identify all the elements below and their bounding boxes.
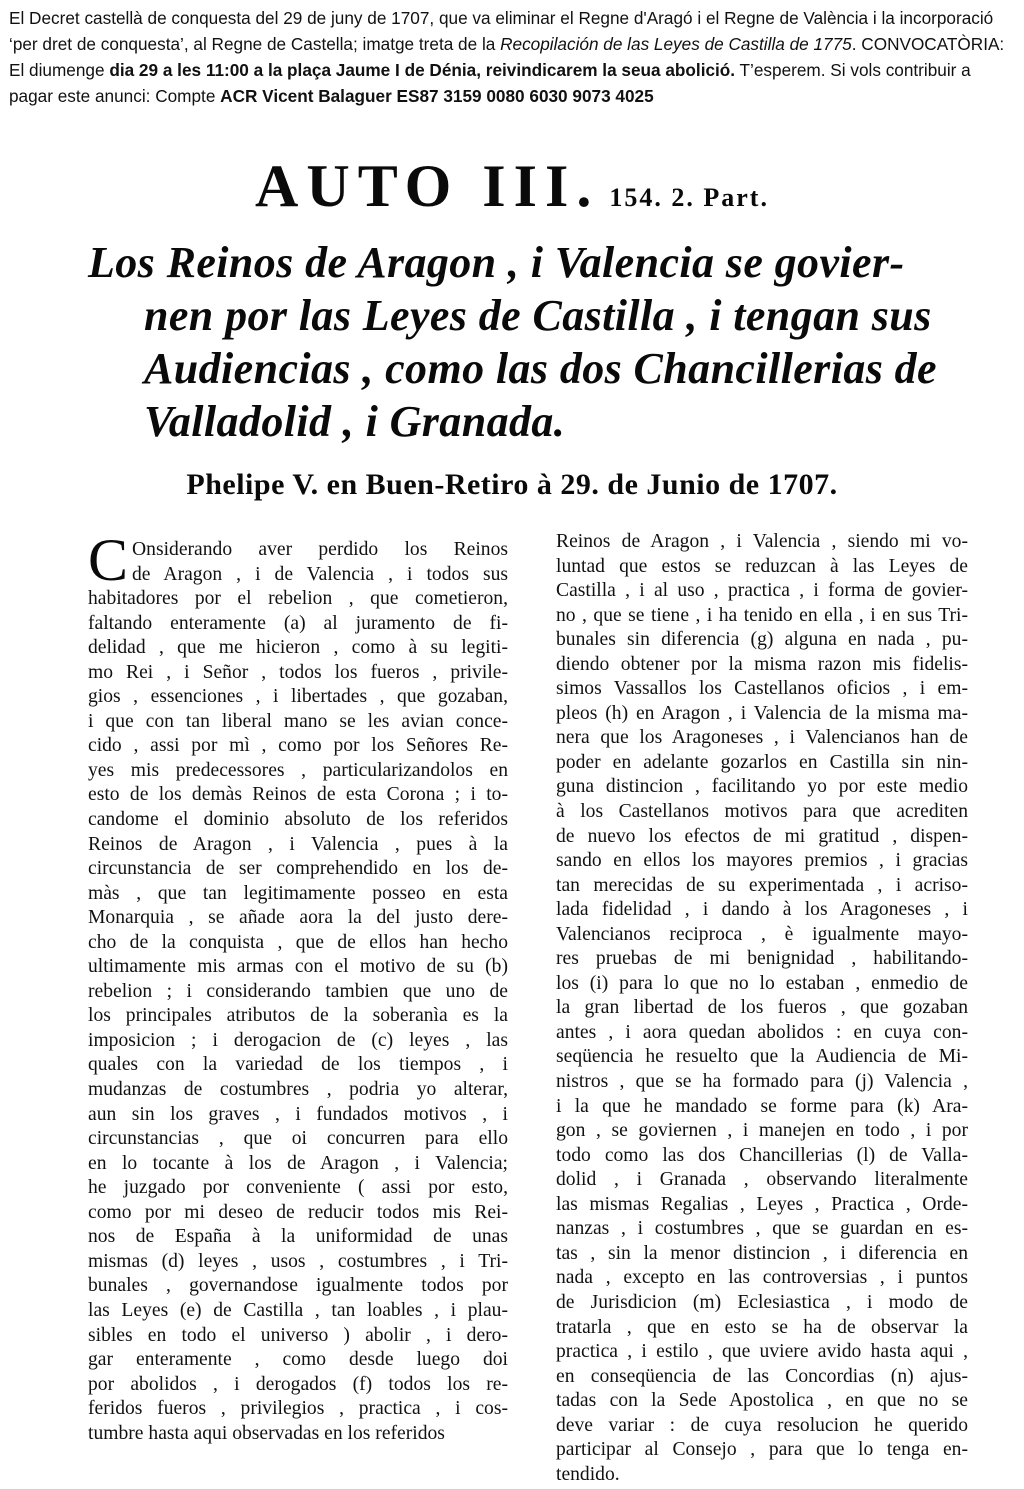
- text-line: sibles en todo el universo ) abolir , i dero-: [88, 1324, 508, 1346]
- title-line: Audiencias , como las dos Chancillerias de: [144, 344, 937, 393]
- text-line: Onsiderando aver perdido los Reinos: [132, 539, 508, 560]
- text-line: bunales , governandose igualmente todos por: [88, 1275, 508, 1297]
- text-line: luntad que estos se reduzcan à las Leyes de: [556, 555, 968, 577]
- text-line: tratarla , que en esto se ha de observar la: [556, 1316, 968, 1338]
- text-line: tendido.: [556, 1463, 620, 1485]
- text-line: tadas con la Sede Apostolica , en que no se: [556, 1390, 968, 1412]
- text-line: en conseqüencia de las Concordias (n) ajus-: [556, 1365, 968, 1387]
- text-line: sando en ellos los mayores premios , i gracias: [556, 850, 968, 872]
- text-line: nera que los Aragoneses , i Valencianos han de: [556, 727, 968, 749]
- auto-reference: 154. 2. Part.: [609, 183, 769, 212]
- text-line: como por mi deseo de reducir todos mis Rei-: [88, 1201, 508, 1223]
- text-line: de Jurisdicion (m) Eclesiastica , i modo de: [556, 1291, 968, 1313]
- left-column-text: [88, 538, 508, 1446]
- text-line: tas , sin la menor distincion , i diferencia en: [556, 1242, 968, 1264]
- text-line: rebelion ; i considerando tambien que uno de: [88, 980, 508, 1002]
- text-line: seqüencia he resuelto que la Audiencia de Mi-: [556, 1046, 968, 1068]
- text-line: guna distincion , facilitando yo por este medio: [556, 776, 968, 798]
- text-line: circunstancia de ser comprehendido en los de-: [88, 858, 508, 880]
- text-line: las Leyes (e) de Castilla , tan loables , i plau-: [88, 1299, 508, 1321]
- text-line: por abolidos , i derogados (f) todos los re-: [88, 1373, 508, 1395]
- text-line: los principales atributos de la soberanìa es la: [88, 1005, 508, 1027]
- text-line: nada , excepto en las controversias , i puntos: [556, 1267, 968, 1289]
- text-line: habitadores por el rebelion , que cometieron,: [88, 588, 508, 610]
- text-line: diendo obtener por la misma razon mis fidelis-: [556, 653, 968, 675]
- text-line: nistros , que se ha formado para (j) Valencia ,: [556, 1071, 968, 1093]
- auto-number: AUTO III.: [255, 153, 600, 219]
- text-line: cho de la conquista , que de ellos han hecho: [88, 931, 508, 953]
- text-line: delidad , que me hicieron , como à su legiti-: [88, 637, 508, 659]
- text-line: Valencianos reciproca , è igualmente mayo-: [556, 923, 968, 945]
- text-line: lada fidelidad , i dando à los Aragoneses , i: [556, 899, 968, 921]
- text-line: la gran libertad de los fueros , que gozaban: [556, 997, 968, 1019]
- text-line: las mismas Regalias , Leyes , Practica , Orde-: [556, 1193, 968, 1215]
- text-line: Reinos de Aragon , i Valencia , siendo mi vo-: [556, 531, 968, 552]
- decree-title: [88, 236, 968, 448]
- text-line: gios , essenciones , i libertades , que gozaban,: [88, 686, 508, 708]
- text-line: feridos fueros , privilegios , practica , i cos-: [88, 1398, 508, 1420]
- title-line: nen por las Leyes de Castilla , i tengan sus: [144, 291, 932, 340]
- notice-bank-account: ACR Vicent Balaguer ES87 3159 0080 6030 9073 4025: [220, 86, 654, 106]
- text-line: gon , se goviernen , i manejen en todo , i por: [556, 1120, 968, 1142]
- text-line: mo Rei , i Señor , todos los fueros , privile-: [88, 661, 508, 683]
- text-line: dolid , i Granada , observando literalmente: [556, 1169, 968, 1191]
- drop-cap: C: [88, 527, 129, 593]
- text-line: tumbre hasta aqui observadas en los referidos: [88, 1422, 445, 1444]
- notice-event-details: dia 29 a les 11:00 a la plaça Jaume I de Dénia, reivindicarem la seua abolició.: [109, 60, 736, 80]
- text-line: no , que se tiene , i ha tenido en ella , i en sus Tri-: [556, 604, 968, 626]
- text-line: res pruebas de mi benignidad , habilitando-: [556, 948, 968, 970]
- notice-text-2: . CONVOCATÒRIA: El diumenge: [9, 34, 1005, 80]
- notice-text-1: El Decret castellà de conquesta del 29 de juny de 1707, que va eliminar el Regne d'Aragó i el Regne de València i la incorporació ‘per dret de conquesta’, al Regne de Castella; imatge treta de la: [9, 8, 994, 54]
- text-line: à los Castellanos motivos para que acrediten: [556, 801, 968, 823]
- text-line: simos Vassallos los Castellanos oficios , i em-: [556, 678, 968, 700]
- text-line: Castilla , i al uso , practica , i forma de govier-: [556, 580, 968, 602]
- text-line: mudanzas de costumbres , podria yo alterar,: [88, 1079, 508, 1101]
- text-line: i que con tan liberal mano se les avian conce-: [88, 710, 508, 732]
- text-line: circunstancias , que oi concurren para ello: [88, 1128, 508, 1150]
- text-line: participar al Consejo , para que lo tenga en-: [556, 1439, 968, 1461]
- title-line: Valladolid , i Granada.: [144, 397, 566, 446]
- text-line: nos de España à la uniformidad de unas: [88, 1226, 508, 1248]
- text-line: los (i) para lo que no lo estaban , enmedio de: [556, 972, 968, 994]
- text-line: poder en adelante gozarlos en Castilla sin nin-: [556, 751, 968, 773]
- text-line: tan merecidas de su experimentada , i acriso-: [556, 874, 968, 896]
- text-line: i la que he mandado se forme para (k) Ara-: [556, 1095, 968, 1117]
- text-line: esto de los demàs Reinos de esta Corona ; i to-: [88, 784, 508, 806]
- text-line: Reinos de Aragon , i Valencia , pues à la: [88, 833, 508, 855]
- text-line: faltando enteramente (a) al juramento de fi-: [88, 612, 508, 634]
- text-line: imposicion ; i derogacion de (c) leyes , las: [88, 1029, 508, 1051]
- text-line: deve variar : de cuya resolucion he querido: [556, 1414, 968, 1436]
- text-line: gar enteramente , como desde luego doi: [88, 1349, 508, 1371]
- decree-subheading: Phelipe V. en Buen-Retiro à 29. de Junio de 1707.: [186, 468, 838, 501]
- text-line: en lo tocante à los de Aragon , i Valencia;: [88, 1152, 508, 1174]
- text-line: yes mis predecessores , particularizandolos en: [88, 759, 508, 781]
- right-column-text: [556, 530, 968, 1487]
- text-line: candome el dominio absoluto de los referidos: [88, 809, 508, 831]
- text-line: he juzgado por conveniente ( assi por esto,: [88, 1177, 508, 1199]
- text-line: practica , i estilo , que uviere avido hasta aqui ,: [556, 1341, 968, 1363]
- text-line: cido , assi por mì , como por los Señores Re-: [88, 735, 508, 757]
- text-line: quales con la variedad de los tiempos , i: [88, 1054, 508, 1076]
- text-line: todo como las dos Chancillerias (l) de Valla-: [556, 1144, 968, 1166]
- text-line: ultimamente mis armas con el motivo de su (b): [88, 956, 508, 978]
- notice-text-3: T’esperem. Si vols contribuir a pagar este anunci: Compte: [9, 60, 971, 106]
- text-line: bunales sin diferencia (g) alguna en nada , pu-: [556, 629, 968, 651]
- text-line: antes , i aora quedan abolidos : en cuya con-: [556, 1021, 968, 1043]
- text-line: Monarquia , se añade aora la del justo dere-: [88, 907, 508, 929]
- text-line: màs , que tan legitimamente posseo en esta: [88, 882, 508, 904]
- convocation-notice: [9, 5, 1015, 109]
- text-line: de nuevo los efectos de mi gratitud , dispen-: [556, 825, 968, 847]
- text-line: de Aragon , i de Valencia , i todos sus: [132, 563, 508, 585]
- auto-heading: [0, 152, 1024, 221]
- text-line: mismas (d) leyes , usos , costumbres , i Tri-: [88, 1250, 508, 1272]
- text-line: pleos (h) en Aragon , i Valencia de la misma ma-: [556, 702, 968, 724]
- notice-source-title: Recopilación de las Leyes de Castilla de 1775: [500, 34, 852, 54]
- text-line: aun sin los graves , i fundados motivos , i: [88, 1103, 508, 1125]
- title-line: Los Reinos de Aragon , i Valencia se govier-: [88, 238, 905, 287]
- text-line: nanzas , i costumbres , que se guardan en es-: [556, 1218, 968, 1240]
